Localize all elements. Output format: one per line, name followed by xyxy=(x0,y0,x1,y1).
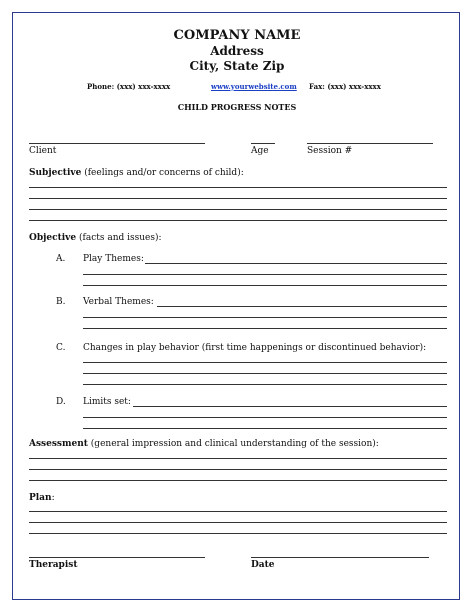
plan-line-1[interactable] xyxy=(29,511,447,512)
company-city-state-zip: City, State Zip xyxy=(189,59,285,73)
play-behavior-line-3[interactable] xyxy=(83,384,447,385)
subjective-note: (feelings and/or concerns of child): xyxy=(81,168,244,178)
play-themes-line-1[interactable] xyxy=(145,263,447,264)
website-link[interactable]: www.yourwebsite.com xyxy=(211,82,297,91)
subjective-line-2[interactable] xyxy=(29,198,447,199)
verbal-themes-line-2[interactable] xyxy=(83,317,447,318)
plan-line-3[interactable] xyxy=(29,533,447,534)
limits-set-line-2[interactable] xyxy=(83,417,447,418)
objective-heading xyxy=(29,233,162,243)
assessment-line-3[interactable] xyxy=(29,480,447,481)
plan-line-2[interactable] xyxy=(29,522,447,523)
play-themes-line-3[interactable] xyxy=(83,285,447,286)
play-themes-label: Play Themes: xyxy=(83,254,144,264)
client-line[interactable] xyxy=(29,143,205,144)
objective-label: Objective xyxy=(29,233,77,243)
client-label: Client xyxy=(29,146,57,156)
play-themes-line-2[interactable] xyxy=(83,274,447,275)
subjective-line-1[interactable] xyxy=(29,187,447,188)
age-label: Age xyxy=(251,146,269,156)
subjective-line-3[interactable] xyxy=(29,209,447,210)
therapist-signature-line[interactable] xyxy=(29,557,205,558)
form-title: CHILD PROGRESS NOTES xyxy=(177,102,297,112)
phone-number: Phone: (xxx) xxx-xxxx xyxy=(87,82,171,91)
date-line[interactable] xyxy=(251,557,429,558)
assessment-line-1[interactable] xyxy=(29,458,447,459)
subjective-label: Subjective xyxy=(29,168,82,178)
date-label: Date xyxy=(251,560,275,570)
form-page xyxy=(12,12,460,600)
limits-set-line-1[interactable] xyxy=(133,406,447,407)
company-address: Address xyxy=(210,44,264,58)
objective-item-c-letter: C. xyxy=(56,343,66,353)
session-label: Session # xyxy=(307,146,353,156)
play-behavior-line-2[interactable] xyxy=(83,373,447,374)
objective-item-d-letter: D. xyxy=(56,397,66,407)
assessment-line-2[interactable] xyxy=(29,469,447,470)
objective-item-b-letter: B. xyxy=(56,297,66,307)
company-name: COMPANY NAME xyxy=(173,28,301,43)
assessment-label: Assessment xyxy=(29,439,88,449)
play-behavior-changes-label: Changes in play behavior (first time happenings or discontinued behavior): xyxy=(83,343,427,353)
objective-item-a-letter: A. xyxy=(56,254,66,264)
plan-note: : xyxy=(51,493,55,503)
verbal-themes-label: Verbal Themes: xyxy=(83,297,154,307)
fax-number: Fax: (xxx) xxx-xxxx xyxy=(309,82,381,91)
verbal-themes-line-1[interactable] xyxy=(157,306,447,307)
assessment-heading xyxy=(29,439,379,449)
objective-note: (facts and issues): xyxy=(76,233,162,243)
subjective-heading xyxy=(29,168,244,178)
limits-set-label: Limits set: xyxy=(83,397,131,407)
subjective-line-4[interactable] xyxy=(29,220,447,221)
play-behavior-line-1[interactable] xyxy=(83,362,447,363)
session-line[interactable] xyxy=(307,143,433,144)
verbal-themes-line-3[interactable] xyxy=(83,328,447,329)
age-line[interactable] xyxy=(251,143,275,144)
assessment-note: (general impression and clinical understanding of the session): xyxy=(87,439,379,449)
therapist-label: Therapist xyxy=(29,560,78,570)
limits-set-line-3[interactable] xyxy=(83,428,447,429)
plan-heading xyxy=(29,493,55,503)
plan-label: Plan xyxy=(29,493,52,503)
